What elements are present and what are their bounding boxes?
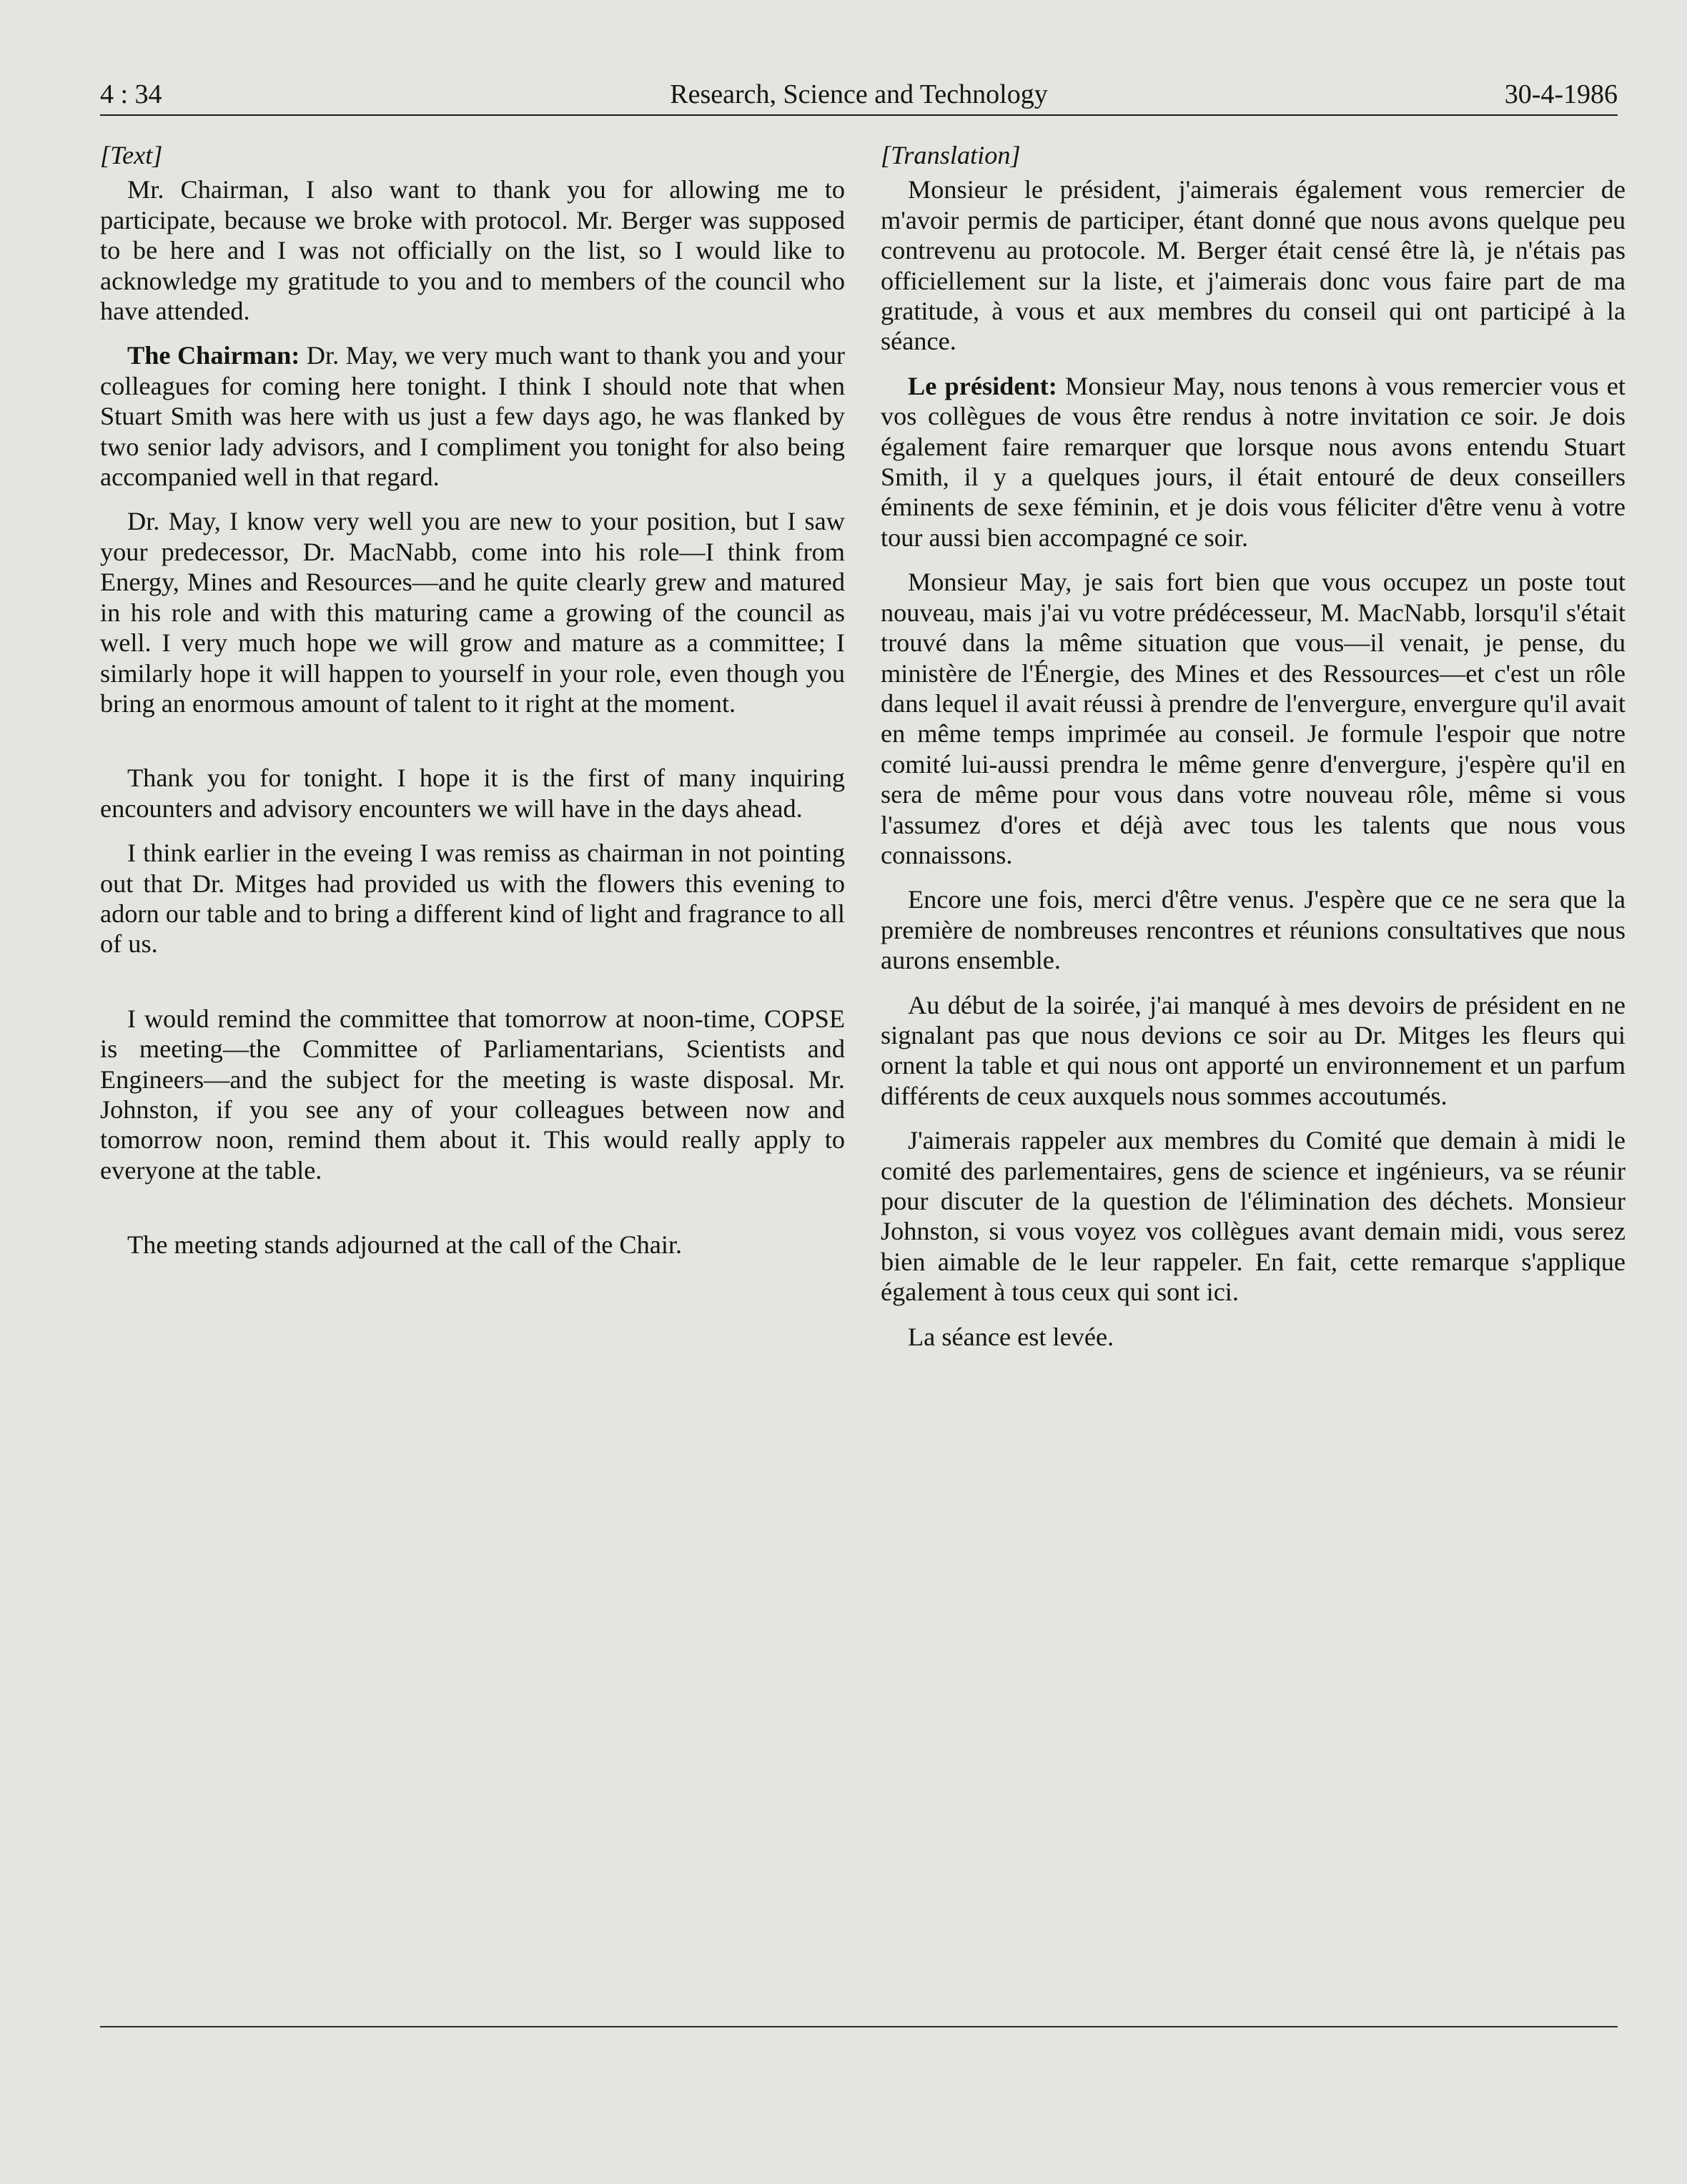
french-column: [881, 140, 1626, 1366]
page-header: [100, 77, 1618, 116]
session-date: 30-4-1986: [1504, 79, 1618, 109]
paragraph-adjourned: The meeting stands adjourned at the call of the Chair.: [127, 1230, 683, 1260]
paragraph-chairman: [100, 340, 845, 492]
translation-label: [Translation]: [881, 141, 1021, 169]
speaker-name: The Chairman:: [127, 341, 300, 370]
paragraph: J'aimerais rappeler aux membres du Comité que demain à midi le comité des parlementaires, gens de science et ingénieurs, va se réunir pour discuter de la question de l'élimination des déchets. Monsieur Johnston, si vous voyez vos collègues avant demain midi, vous serez bien aimable de le leur rappeler. En fait, cette remarque s'applique également à tous ceux qui sont ici.: [881, 1126, 1626, 1307]
paragraph: Encore une fois, merci d'être venus. J'espère que ce ne sera que la première de nombreuses rencontres et réunions consultatives que nous aurons ensemble.: [881, 885, 1626, 975]
paragraph: Monsieur May, je sais fort bien que vous occupez un poste tout nouveau, mais j'ai vu votre prédécesseur, M. MacNabb, lorsqu'il s'était trouvé dans la même situation que vous—il venait, je pense, du ministère de l'Énergie, des Mines et des Ressources—et c'est un rôle dans lequel il avait réussi à prendre de l'envergure, envergure qu'il avait en même temps imprimée au conseil. Je formule l'espoir que notre comité lui-aussi prendra le même genre d'envergure, j'espère qu'il en sera de même pour vous dans votre nouveau rôle, même si vous l'assumez d'ores et déjà avec tous les talents que nous vous connaissons.: [881, 568, 1626, 869]
paragraph: I would remind the committee that tomorrow at noon-time, COPSE is meeting—the Committee of Parliamentarians, Scientists and Engineers—and the subject for the meeting is waste disposal. Mr. Johnston, if you see any of your colleagues between now and tomorrow noon, remind them about it. This would really apply to everyone at the table.: [100, 1004, 845, 1185]
paragraph-adjourned: La séance est levée.: [908, 1322, 1114, 1351]
speech-text: Dr. May, we very much want to thank you and your colleagues for coming here tonight. I think I should note that when Stuart Smith was here with us just a few days ago, he was flanked by two senior lady advisors, and I compliment you tonight for also being accompanied well in that regard.: [100, 341, 845, 492]
paragraph: Au début de la soirée, j'ai manqué à mes devoirs de président en ne signalant pas que nous devions ce soir au Dr. Mitges les fleurs qui ornent la table et qui nous ont apporté un environnement et un parfum différents de ceux auxquels nous sommes accoutumés.: [881, 990, 1626, 1110]
speaker-name: Le président:: [908, 371, 1057, 400]
page-number: 4 : 34: [100, 79, 162, 109]
speech-text: Monsieur May, nous tenons à vous remercier vous et vos collègues de vous être rendus à notre invitation ce soir. Je dois également faire remarquer que lorsque nous avons entendu Stuart Smith, il y a quelques jours, il était entouré de deux conseillers éminents de sexe féminin, et je dois vous féliciter d'être venu à votre tour aussi bien accompagné ce soir.: [881, 371, 1626, 552]
english-column: [100, 140, 845, 1275]
text-label: [Text]: [100, 141, 163, 169]
paragraph-president: [881, 371, 1626, 553]
paragraph: Thank you for tonight. I hope it is the first of many inquiring encounters and advisory encounters we will have in the days ahead.: [100, 764, 845, 823]
running-title: Research, Science and Technology: [670, 79, 1048, 109]
paragraph: Mr. Chairman, I also want to thank you for allowing me to participate, because we broke with protocol. Mr. Berger was supposed to be here and I was not officially on the list, so I would like to acknowledge my gratitude to you and to members of the council who have attended.: [100, 175, 845, 326]
paragraph: I think earlier in the eveing I was remiss as chairman in not pointing out that Dr. Mitges had provided us with the flowers this evening to adorn our table and to bring a different kind of light and fragrance to all of us.: [100, 839, 845, 959]
paragraph: Dr. May, I know very well you are new to your position, but I saw your predecessor, Dr. MacNabb, come into his role—I think from Energy, Mines and Resources—and he quite clearly grew and matured in his role and with this maturing came a growing of the council as well. I very much hope we will grow and mature as a committee; I similarly hope it will happen to yourself in your role, even though you bring an enormous amount of talent to it right at the moment.: [100, 507, 845, 718]
bottom-rule: [100, 2026, 1618, 2027]
paragraph: Monsieur le président, j'aimerais également vous remercier de m'avoir permis de participer, étant donné que nous avons quelque peu contrevenu au protocole. M. Berger était censé être là, je n'étais pas officiellement sur la liste, et j'aimerais donc vous faire part de ma gratitude, à vous et aux membres du conseil qui ont participé à la séance.: [881, 175, 1626, 356]
